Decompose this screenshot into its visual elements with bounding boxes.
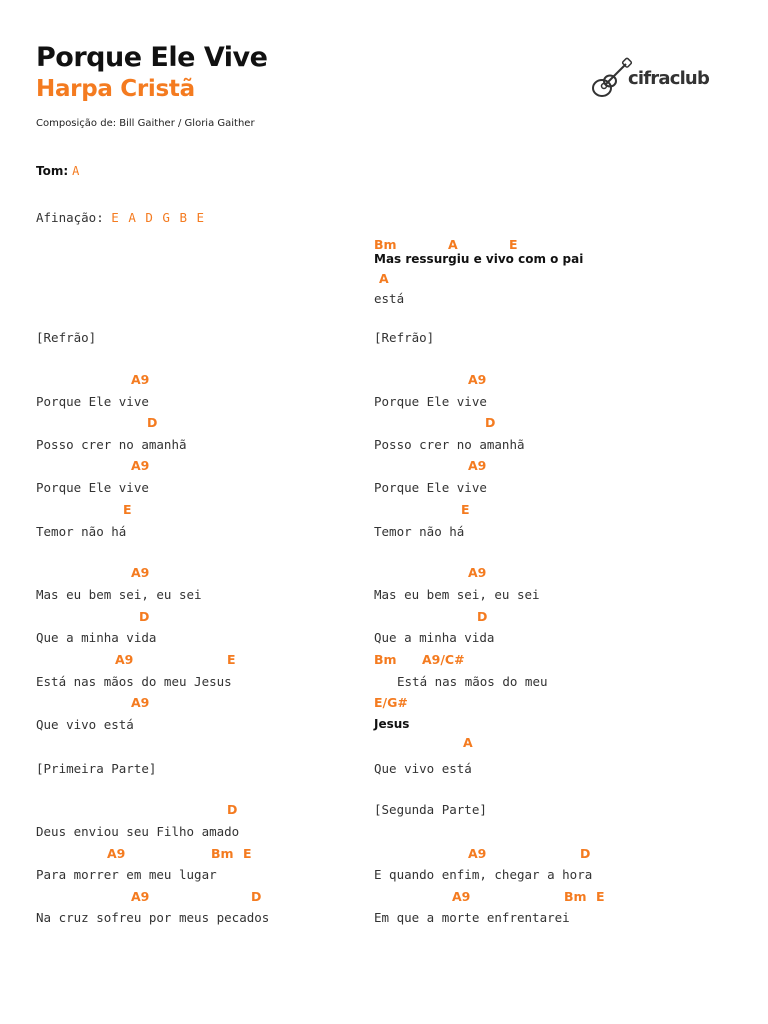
- section-refrao: [Refrão]: [36, 330, 97, 345]
- lyric-line: Jesus: [374, 717, 410, 731]
- chord[interactable]: Bm: [211, 846, 234, 861]
- tom-label: Tom:: [36, 164, 69, 178]
- chord[interactable]: A9: [468, 565, 487, 580]
- chord[interactable]: D: [227, 802, 238, 817]
- lyric-line: Que a minha vida: [374, 630, 495, 645]
- lyric-line: está: [374, 291, 405, 306]
- chord[interactable]: E: [596, 889, 605, 904]
- lyric-line: Está nas mãos do meu Jesus: [36, 674, 232, 689]
- chord[interactable]: A9: [131, 458, 150, 473]
- chord[interactable]: A: [463, 735, 473, 750]
- artist-name[interactable]: Harpa Cristã: [36, 76, 195, 102]
- lyric-line: Porque Ele vive: [374, 394, 487, 409]
- section-segunda-parte: [Segunda Parte]: [374, 802, 487, 817]
- section-primeira-parte: [Primeira Parte]: [36, 761, 157, 776]
- lyric-line: Que vivo está: [374, 761, 472, 776]
- chord[interactable]: A9: [131, 889, 150, 904]
- chord[interactable]: A9: [452, 889, 471, 904]
- chord[interactable]: E: [227, 652, 236, 667]
- lyric-line: Em que a morte enfrentarei: [374, 910, 570, 925]
- chord[interactable]: A9: [107, 846, 126, 861]
- lyric-line: Temor não há: [36, 524, 127, 539]
- section-refrao: [Refrão]: [374, 330, 435, 345]
- lyric-line: Mas eu bem sei, eu sei: [374, 587, 540, 602]
- lyric-line: Que vivo está: [36, 717, 134, 732]
- chord[interactable]: A9: [468, 458, 487, 473]
- tom-value[interactable]: A: [72, 164, 80, 178]
- chord[interactable]: A9/C#: [422, 652, 465, 667]
- chord[interactable]: D: [485, 415, 496, 430]
- chord[interactable]: A: [379, 271, 389, 286]
- chord[interactable]: A9: [115, 652, 134, 667]
- afinacao-row: [36, 210, 205, 225]
- chord[interactable]: D: [251, 889, 262, 904]
- chord[interactable]: D: [580, 846, 591, 861]
- lyric-line: Na cruz sofreu por meus pecados: [36, 910, 270, 925]
- lyric-line: Para morrer em meu lugar: [36, 867, 217, 882]
- chord[interactable]: A9: [131, 372, 150, 387]
- chord[interactable]: D: [139, 609, 150, 624]
- chord[interactable]: A: [448, 237, 458, 252]
- chord[interactable]: Bm: [374, 652, 397, 667]
- lyric-line: Que a minha vida: [36, 630, 157, 645]
- song-title: Porque Ele Vive: [36, 42, 268, 73]
- chord[interactable]: A9: [131, 565, 150, 580]
- lyric-line: E quando enfim, chegar a hora: [374, 867, 593, 882]
- lyric-line: Está nas mãos do meu: [397, 674, 548, 689]
- tom-row: [36, 164, 79, 178]
- chord[interactable]: E: [123, 502, 132, 517]
- chord[interactable]: D: [477, 609, 488, 624]
- lyric-line: Posso crer no amanhã: [36, 437, 187, 452]
- chord[interactable]: E/G#: [374, 695, 408, 710]
- chord[interactable]: Bm: [374, 237, 397, 252]
- afinacao-label: Afinação:: [36, 210, 104, 225]
- lyric-line: Deus enviou seu Filho amado: [36, 824, 240, 839]
- chord[interactable]: E: [243, 846, 252, 861]
- cifraclub-logo[interactable]: [590, 56, 710, 104]
- chord[interactable]: D: [147, 415, 158, 430]
- afinacao-value: E A D G B E: [111, 210, 206, 225]
- lyric-line: Mas ressurgiu e vivo com o pai: [374, 252, 584, 266]
- chord[interactable]: A9: [468, 846, 487, 861]
- chord[interactable]: E: [461, 502, 470, 517]
- composer-credit: Composição de: Bill Gaither / Gloria Gaither: [36, 118, 255, 129]
- logo-text: cifraclub: [628, 68, 710, 89]
- lyric-line: Porque Ele vive: [374, 480, 487, 495]
- lyric-line: Mas eu bem sei, eu sei: [36, 587, 202, 602]
- chord[interactable]: A9: [468, 372, 487, 387]
- lyric-line: Porque Ele vive: [36, 480, 149, 495]
- lyric-line: Posso crer no amanhã: [374, 437, 525, 452]
- lyric-line: Porque Ele vive: [36, 394, 149, 409]
- chord[interactable]: A9: [131, 695, 150, 710]
- chord[interactable]: Bm: [564, 889, 587, 904]
- chord[interactable]: E: [509, 237, 518, 252]
- lyric-line: Temor não há: [374, 524, 465, 539]
